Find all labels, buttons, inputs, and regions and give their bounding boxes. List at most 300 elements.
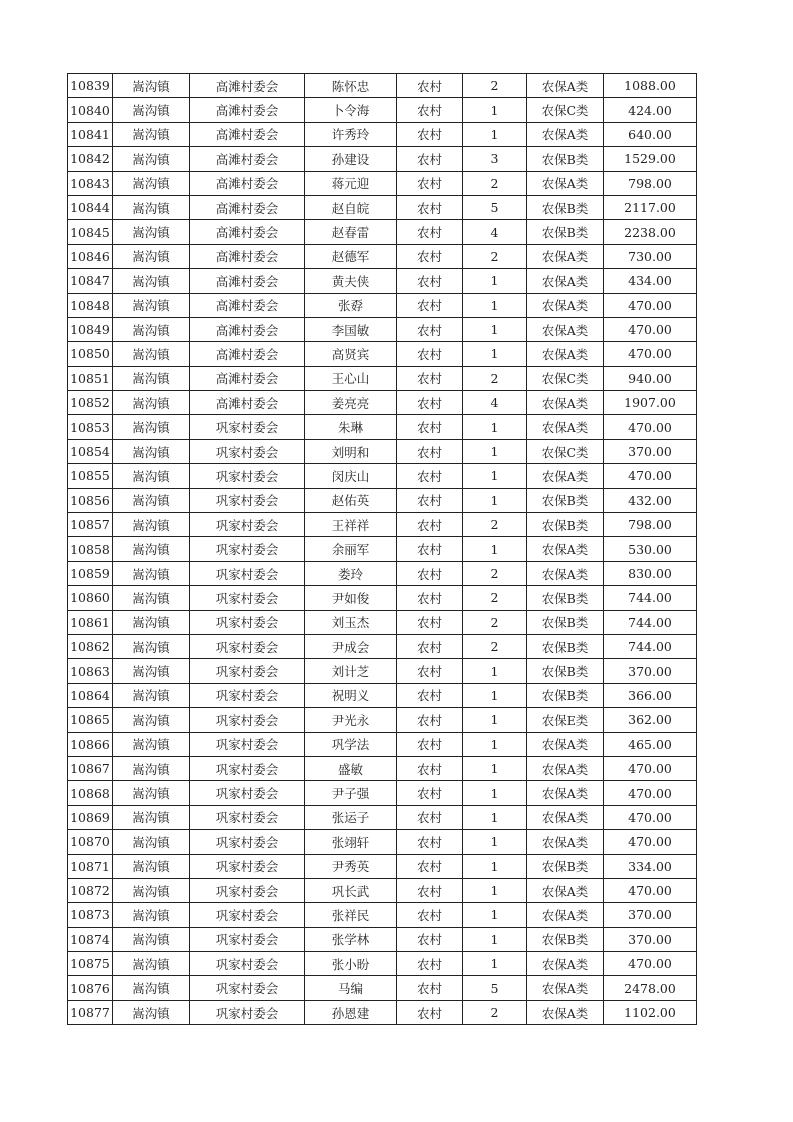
person-name-cell: 巩学法 <box>305 732 397 756</box>
village-committee-cell: 巩家村委会 <box>190 659 305 683</box>
area-type-cell: 农村 <box>397 122 463 146</box>
village-committee-cell: 巩家村委会 <box>190 537 305 561</box>
insurance-category-cell: 农保A类 <box>527 903 604 927</box>
village-committee-cell: 高滩村委会 <box>190 269 305 293</box>
village-committee-cell: 巩家村委会 <box>190 976 305 1000</box>
village-committee-cell: 巩家村委会 <box>190 781 305 805</box>
record-id-cell: 10851 <box>68 366 113 390</box>
insurance-category-cell: 农保A类 <box>527 269 604 293</box>
person-name-cell: 朱琳 <box>305 415 397 439</box>
record-id-cell: 10866 <box>68 732 113 756</box>
town-cell: 嵩沟镇 <box>113 732 190 756</box>
area-type-cell: 农村 <box>397 756 463 780</box>
village-committee-cell: 高滩村委会 <box>190 244 305 268</box>
household-size-cell: 2 <box>463 366 527 390</box>
village-committee-cell: 巩家村委会 <box>190 732 305 756</box>
village-committee-cell: 巩家村委会 <box>190 1000 305 1024</box>
amount-cell: 434.00 <box>604 269 697 293</box>
person-name-cell: 刘明和 <box>305 439 397 463</box>
area-type-cell: 农村 <box>397 439 463 463</box>
person-name-cell: 盛敏 <box>305 756 397 780</box>
insurance-category-cell: 农保A类 <box>527 561 604 585</box>
town-cell: 嵩沟镇 <box>113 952 190 976</box>
amount-cell: 940.00 <box>604 366 697 390</box>
person-name-cell: 高贤宾 <box>305 342 397 366</box>
amount-cell: 470.00 <box>604 464 697 488</box>
table-row <box>68 976 697 1000</box>
area-type-cell: 农村 <box>397 147 463 171</box>
record-id-cell: 10856 <box>68 488 113 512</box>
insurance-category-cell: 农保B类 <box>527 659 604 683</box>
amount-cell: 830.00 <box>604 561 697 585</box>
household-size-cell: 1 <box>463 269 527 293</box>
table-row <box>68 659 697 683</box>
area-type-cell: 农村 <box>397 634 463 658</box>
town-cell: 嵩沟镇 <box>113 683 190 707</box>
record-id-cell: 10865 <box>68 708 113 732</box>
village-committee-cell: 巩家村委会 <box>190 513 305 537</box>
insurance-category-cell: 农保B类 <box>527 513 604 537</box>
town-cell: 嵩沟镇 <box>113 659 190 683</box>
town-cell: 嵩沟镇 <box>113 415 190 439</box>
household-size-cell: 1 <box>463 878 527 902</box>
insurance-category-cell: 农保C类 <box>527 439 604 463</box>
record-id-cell: 10877 <box>68 1000 113 1024</box>
record-id-cell: 10863 <box>68 659 113 683</box>
area-type-cell: 农村 <box>397 74 463 98</box>
area-type-cell: 农村 <box>397 195 463 219</box>
area-type-cell: 农村 <box>397 391 463 415</box>
household-size-cell: 5 <box>463 195 527 219</box>
village-committee-cell: 高滩村委会 <box>190 74 305 98</box>
insurance-category-cell: 农保B类 <box>527 147 604 171</box>
town-cell: 嵩沟镇 <box>113 756 190 780</box>
insurance-category-cell: 农保A类 <box>527 342 604 366</box>
area-type-cell: 农村 <box>397 244 463 268</box>
household-size-cell: 1 <box>463 659 527 683</box>
town-cell: 嵩沟镇 <box>113 122 190 146</box>
table-row <box>68 293 697 317</box>
area-type-cell: 农村 <box>397 269 463 293</box>
record-id-cell: 10844 <box>68 195 113 219</box>
village-committee-cell: 巩家村委会 <box>190 830 305 854</box>
town-cell: 嵩沟镇 <box>113 830 190 854</box>
town-cell: 嵩沟镇 <box>113 293 190 317</box>
village-committee-cell: 高滩村委会 <box>190 122 305 146</box>
household-size-cell: 4 <box>463 391 527 415</box>
town-cell: 嵩沟镇 <box>113 586 190 610</box>
table-row <box>68 537 697 561</box>
record-id-cell: 10868 <box>68 781 113 805</box>
village-committee-cell: 高滩村委会 <box>190 293 305 317</box>
records-table-body <box>68 74 697 1025</box>
household-size-cell: 3 <box>463 147 527 171</box>
amount-cell: 2238.00 <box>604 220 697 244</box>
person-name-cell: 许秀玲 <box>305 122 397 146</box>
household-size-cell: 1 <box>463 683 527 707</box>
amount-cell: 470.00 <box>604 878 697 902</box>
person-name-cell: 孙建设 <box>305 147 397 171</box>
household-size-cell: 2 <box>463 74 527 98</box>
town-cell: 嵩沟镇 <box>113 903 190 927</box>
record-id-cell: 10847 <box>68 269 113 293</box>
insurance-category-cell: 农保E类 <box>527 708 604 732</box>
amount-cell: 470.00 <box>604 342 697 366</box>
household-size-cell: 1 <box>463 805 527 829</box>
area-type-cell: 农村 <box>397 317 463 341</box>
village-committee-cell: 巩家村委会 <box>190 903 305 927</box>
amount-cell: 798.00 <box>604 513 697 537</box>
town-cell: 嵩沟镇 <box>113 976 190 1000</box>
record-id-cell: 10853 <box>68 415 113 439</box>
insurance-category-cell: 农保B类 <box>527 634 604 658</box>
area-type-cell: 农村 <box>397 1000 463 1024</box>
table-row <box>68 366 697 390</box>
person-name-cell: 刘玉杰 <box>305 610 397 634</box>
person-name-cell: 尹秀英 <box>305 854 397 878</box>
record-id-cell: 10840 <box>68 98 113 122</box>
household-size-cell: 1 <box>463 830 527 854</box>
village-committee-cell: 巩家村委会 <box>190 610 305 634</box>
town-cell: 嵩沟镇 <box>113 244 190 268</box>
area-type-cell: 农村 <box>397 683 463 707</box>
household-size-cell: 1 <box>463 537 527 561</box>
household-size-cell: 1 <box>463 122 527 146</box>
amount-cell: 744.00 <box>604 610 697 634</box>
amount-cell: 432.00 <box>604 488 697 512</box>
record-id-cell: 10845 <box>68 220 113 244</box>
table-row <box>68 244 697 268</box>
amount-cell: 370.00 <box>604 927 697 951</box>
amount-cell: 730.00 <box>604 244 697 268</box>
table-row <box>68 342 697 366</box>
amount-cell: 470.00 <box>604 952 697 976</box>
village-committee-cell: 高滩村委会 <box>190 171 305 195</box>
village-committee-cell: 高滩村委会 <box>190 147 305 171</box>
table-row <box>68 854 697 878</box>
village-committee-cell: 巩家村委会 <box>190 756 305 780</box>
area-type-cell: 农村 <box>397 805 463 829</box>
village-committee-cell: 巩家村委会 <box>190 488 305 512</box>
insurance-category-cell: 农保B类 <box>527 220 604 244</box>
insurance-category-cell: 农保A类 <box>527 293 604 317</box>
table-row <box>68 561 697 585</box>
person-name-cell: 尹如俊 <box>305 586 397 610</box>
amount-cell: 470.00 <box>604 756 697 780</box>
household-size-cell: 1 <box>463 317 527 341</box>
town-cell: 嵩沟镇 <box>113 464 190 488</box>
table-row <box>68 903 697 927</box>
insurance-category-cell: 农保A类 <box>527 171 604 195</box>
area-type-cell: 农村 <box>397 830 463 854</box>
table-row <box>68 122 697 146</box>
household-size-cell: 2 <box>463 171 527 195</box>
amount-cell: 470.00 <box>604 317 697 341</box>
record-id-cell: 10852 <box>68 391 113 415</box>
person-name-cell: 张祥民 <box>305 903 397 927</box>
amount-cell: 2478.00 <box>604 976 697 1000</box>
village-committee-cell: 巩家村委会 <box>190 464 305 488</box>
town-cell: 嵩沟镇 <box>113 439 190 463</box>
household-size-cell: 1 <box>463 756 527 780</box>
amount-cell: 1907.00 <box>604 391 697 415</box>
area-type-cell: 农村 <box>397 366 463 390</box>
insurance-category-cell: 农保A类 <box>527 976 604 1000</box>
household-size-cell: 4 <box>463 220 527 244</box>
insurance-category-cell: 农保A类 <box>527 415 604 439</box>
insurance-category-cell: 农保A类 <box>527 781 604 805</box>
table-row <box>68 98 697 122</box>
town-cell: 嵩沟镇 <box>113 927 190 951</box>
area-type-cell: 农村 <box>397 708 463 732</box>
insurance-category-cell: 农保B类 <box>527 683 604 707</box>
person-name-cell: 余丽军 <box>305 537 397 561</box>
household-size-cell: 1 <box>463 708 527 732</box>
person-name-cell: 尹子强 <box>305 781 397 805</box>
village-committee-cell: 高滩村委会 <box>190 366 305 390</box>
table-row <box>68 756 697 780</box>
person-name-cell: 赵佑英 <box>305 488 397 512</box>
village-committee-cell: 巩家村委会 <box>190 415 305 439</box>
person-name-cell: 李国敏 <box>305 317 397 341</box>
table-row <box>68 732 697 756</box>
record-id-cell: 10872 <box>68 878 113 902</box>
household-size-cell: 2 <box>463 1000 527 1024</box>
table-row <box>68 830 697 854</box>
record-id-cell: 10857 <box>68 513 113 537</box>
household-size-cell: 2 <box>463 513 527 537</box>
table-row <box>68 927 697 951</box>
record-id-cell: 10859 <box>68 561 113 585</box>
insurance-category-cell: 农保B类 <box>527 854 604 878</box>
table-row <box>68 195 697 219</box>
town-cell: 嵩沟镇 <box>113 366 190 390</box>
person-name-cell: 姜亮亮 <box>305 391 397 415</box>
table-row <box>68 634 697 658</box>
insurance-category-cell: 农保A类 <box>527 732 604 756</box>
insurance-category-cell: 农保B类 <box>527 586 604 610</box>
insurance-category-cell: 农保A类 <box>527 805 604 829</box>
person-name-cell: 张翊轩 <box>305 830 397 854</box>
insurance-category-cell: 农保A类 <box>527 464 604 488</box>
town-cell: 嵩沟镇 <box>113 537 190 561</box>
insurance-category-cell: 农保A类 <box>527 537 604 561</box>
insurance-category-cell: 农保A类 <box>527 1000 604 1024</box>
town-cell: 嵩沟镇 <box>113 781 190 805</box>
insurance-category-cell: 农保A类 <box>527 317 604 341</box>
area-type-cell: 农村 <box>397 854 463 878</box>
household-size-cell: 1 <box>463 952 527 976</box>
amount-cell: 366.00 <box>604 683 697 707</box>
town-cell: 嵩沟镇 <box>113 854 190 878</box>
insurance-category-cell: 农保A类 <box>527 391 604 415</box>
person-name-cell: 张小盼 <box>305 952 397 976</box>
table-row <box>68 439 697 463</box>
village-committee-cell: 巩家村委会 <box>190 805 305 829</box>
records-table <box>67 73 697 1025</box>
area-type-cell: 农村 <box>397 342 463 366</box>
area-type-cell: 农村 <box>397 415 463 439</box>
town-cell: 嵩沟镇 <box>113 171 190 195</box>
town-cell: 嵩沟镇 <box>113 74 190 98</box>
town-cell: 嵩沟镇 <box>113 805 190 829</box>
area-type-cell: 农村 <box>397 586 463 610</box>
area-type-cell: 农村 <box>397 561 463 585</box>
person-name-cell: 马编 <box>305 976 397 1000</box>
amount-cell: 744.00 <box>604 634 697 658</box>
person-name-cell: 巩长武 <box>305 878 397 902</box>
table-row <box>68 74 697 98</box>
amount-cell: 370.00 <box>604 439 697 463</box>
insurance-category-cell: 农保A类 <box>527 122 604 146</box>
person-name-cell: 王祥祥 <box>305 513 397 537</box>
town-cell: 嵩沟镇 <box>113 488 190 512</box>
amount-cell: 1088.00 <box>604 74 697 98</box>
amount-cell: 362.00 <box>604 708 697 732</box>
table-row <box>68 586 697 610</box>
insurance-category-cell: 农保A类 <box>527 74 604 98</box>
record-id-cell: 10849 <box>68 317 113 341</box>
household-size-cell: 2 <box>463 561 527 585</box>
area-type-cell: 农村 <box>397 488 463 512</box>
amount-cell: 470.00 <box>604 830 697 854</box>
record-id-cell: 10869 <box>68 805 113 829</box>
person-name-cell: 蒋元迎 <box>305 171 397 195</box>
record-id-cell: 10843 <box>68 171 113 195</box>
household-size-cell: 1 <box>463 439 527 463</box>
area-type-cell: 农村 <box>397 513 463 537</box>
record-id-cell: 10875 <box>68 952 113 976</box>
table-row <box>68 878 697 902</box>
household-size-cell: 2 <box>463 610 527 634</box>
village-committee-cell: 高滩村委会 <box>190 98 305 122</box>
town-cell: 嵩沟镇 <box>113 220 190 244</box>
village-committee-cell: 巩家村委会 <box>190 708 305 732</box>
table-row <box>68 171 697 195</box>
area-type-cell: 农村 <box>397 976 463 1000</box>
insurance-category-cell: 农保B类 <box>527 195 604 219</box>
town-cell: 嵩沟镇 <box>113 147 190 171</box>
village-committee-cell: 巩家村委会 <box>190 439 305 463</box>
record-id-cell: 10841 <box>68 122 113 146</box>
amount-cell: 370.00 <box>604 903 697 927</box>
town-cell: 嵩沟镇 <box>113 878 190 902</box>
table-row <box>68 391 697 415</box>
table-row <box>68 610 697 634</box>
record-id-cell: 10873 <box>68 903 113 927</box>
village-committee-cell: 巩家村委会 <box>190 854 305 878</box>
person-name-cell: 张孬 <box>305 293 397 317</box>
amount-cell: 1102.00 <box>604 1000 697 1024</box>
amount-cell: 640.00 <box>604 122 697 146</box>
household-size-cell: 1 <box>463 927 527 951</box>
table-row <box>68 464 697 488</box>
table-row <box>68 317 697 341</box>
area-type-cell: 农村 <box>397 98 463 122</box>
town-cell: 嵩沟镇 <box>113 342 190 366</box>
insurance-category-cell: 农保A类 <box>527 878 604 902</box>
table-row <box>68 488 697 512</box>
insurance-category-cell: 农保B类 <box>527 610 604 634</box>
record-id-cell: 10842 <box>68 147 113 171</box>
household-size-cell: 2 <box>463 244 527 268</box>
table-row <box>68 781 697 805</box>
person-name-cell: 卜令海 <box>305 98 397 122</box>
amount-cell: 470.00 <box>604 805 697 829</box>
insurance-category-cell: 农保C类 <box>527 366 604 390</box>
table-row <box>68 513 697 537</box>
table-row <box>68 415 697 439</box>
table-row <box>68 683 697 707</box>
record-id-cell: 10854 <box>68 439 113 463</box>
amount-cell: 2117.00 <box>604 195 697 219</box>
village-committee-cell: 高滩村委会 <box>190 195 305 219</box>
table-row <box>68 220 697 244</box>
record-id-cell: 10861 <box>68 610 113 634</box>
area-type-cell: 农村 <box>397 659 463 683</box>
town-cell: 嵩沟镇 <box>113 561 190 585</box>
person-name-cell: 赵春雷 <box>305 220 397 244</box>
town-cell: 嵩沟镇 <box>113 195 190 219</box>
insurance-category-cell: 农保C类 <box>527 98 604 122</box>
amount-cell: 465.00 <box>604 732 697 756</box>
household-size-cell: 1 <box>463 293 527 317</box>
record-id-cell: 10860 <box>68 586 113 610</box>
village-committee-cell: 巩家村委会 <box>190 952 305 976</box>
village-committee-cell: 巩家村委会 <box>190 683 305 707</box>
area-type-cell: 农村 <box>397 732 463 756</box>
village-committee-cell: 巩家村委会 <box>190 878 305 902</box>
household-size-cell: 1 <box>463 342 527 366</box>
person-name-cell: 尹成会 <box>305 634 397 658</box>
table-row <box>68 708 697 732</box>
household-size-cell: 5 <box>463 976 527 1000</box>
area-type-cell: 农村 <box>397 610 463 634</box>
village-committee-cell: 高滩村委会 <box>190 220 305 244</box>
amount-cell: 744.00 <box>604 586 697 610</box>
record-id-cell: 10858 <box>68 537 113 561</box>
person-name-cell: 娄玲 <box>305 561 397 585</box>
record-id-cell: 10874 <box>68 927 113 951</box>
amount-cell: 798.00 <box>604 171 697 195</box>
table-row <box>68 1000 697 1024</box>
table-row <box>68 952 697 976</box>
amount-cell: 1529.00 <box>604 147 697 171</box>
area-type-cell: 农村 <box>397 952 463 976</box>
household-size-cell: 1 <box>463 903 527 927</box>
record-id-cell: 10855 <box>68 464 113 488</box>
insurance-category-cell: 农保A类 <box>527 756 604 780</box>
record-id-cell: 10870 <box>68 830 113 854</box>
person-name-cell: 陈怀忠 <box>305 74 397 98</box>
amount-cell: 530.00 <box>604 537 697 561</box>
record-id-cell: 10871 <box>68 854 113 878</box>
village-committee-cell: 高滩村委会 <box>190 391 305 415</box>
record-id-cell: 10862 <box>68 634 113 658</box>
household-size-cell: 1 <box>463 732 527 756</box>
household-size-cell: 1 <box>463 98 527 122</box>
person-name-cell: 尹光永 <box>305 708 397 732</box>
amount-cell: 470.00 <box>604 293 697 317</box>
amount-cell: 334.00 <box>604 854 697 878</box>
amount-cell: 370.00 <box>604 659 697 683</box>
household-size-cell: 1 <box>463 464 527 488</box>
household-size-cell: 2 <box>463 586 527 610</box>
person-name-cell: 祝明义 <box>305 683 397 707</box>
area-type-cell: 农村 <box>397 293 463 317</box>
record-id-cell: 10850 <box>68 342 113 366</box>
record-id-cell: 10876 <box>68 976 113 1000</box>
